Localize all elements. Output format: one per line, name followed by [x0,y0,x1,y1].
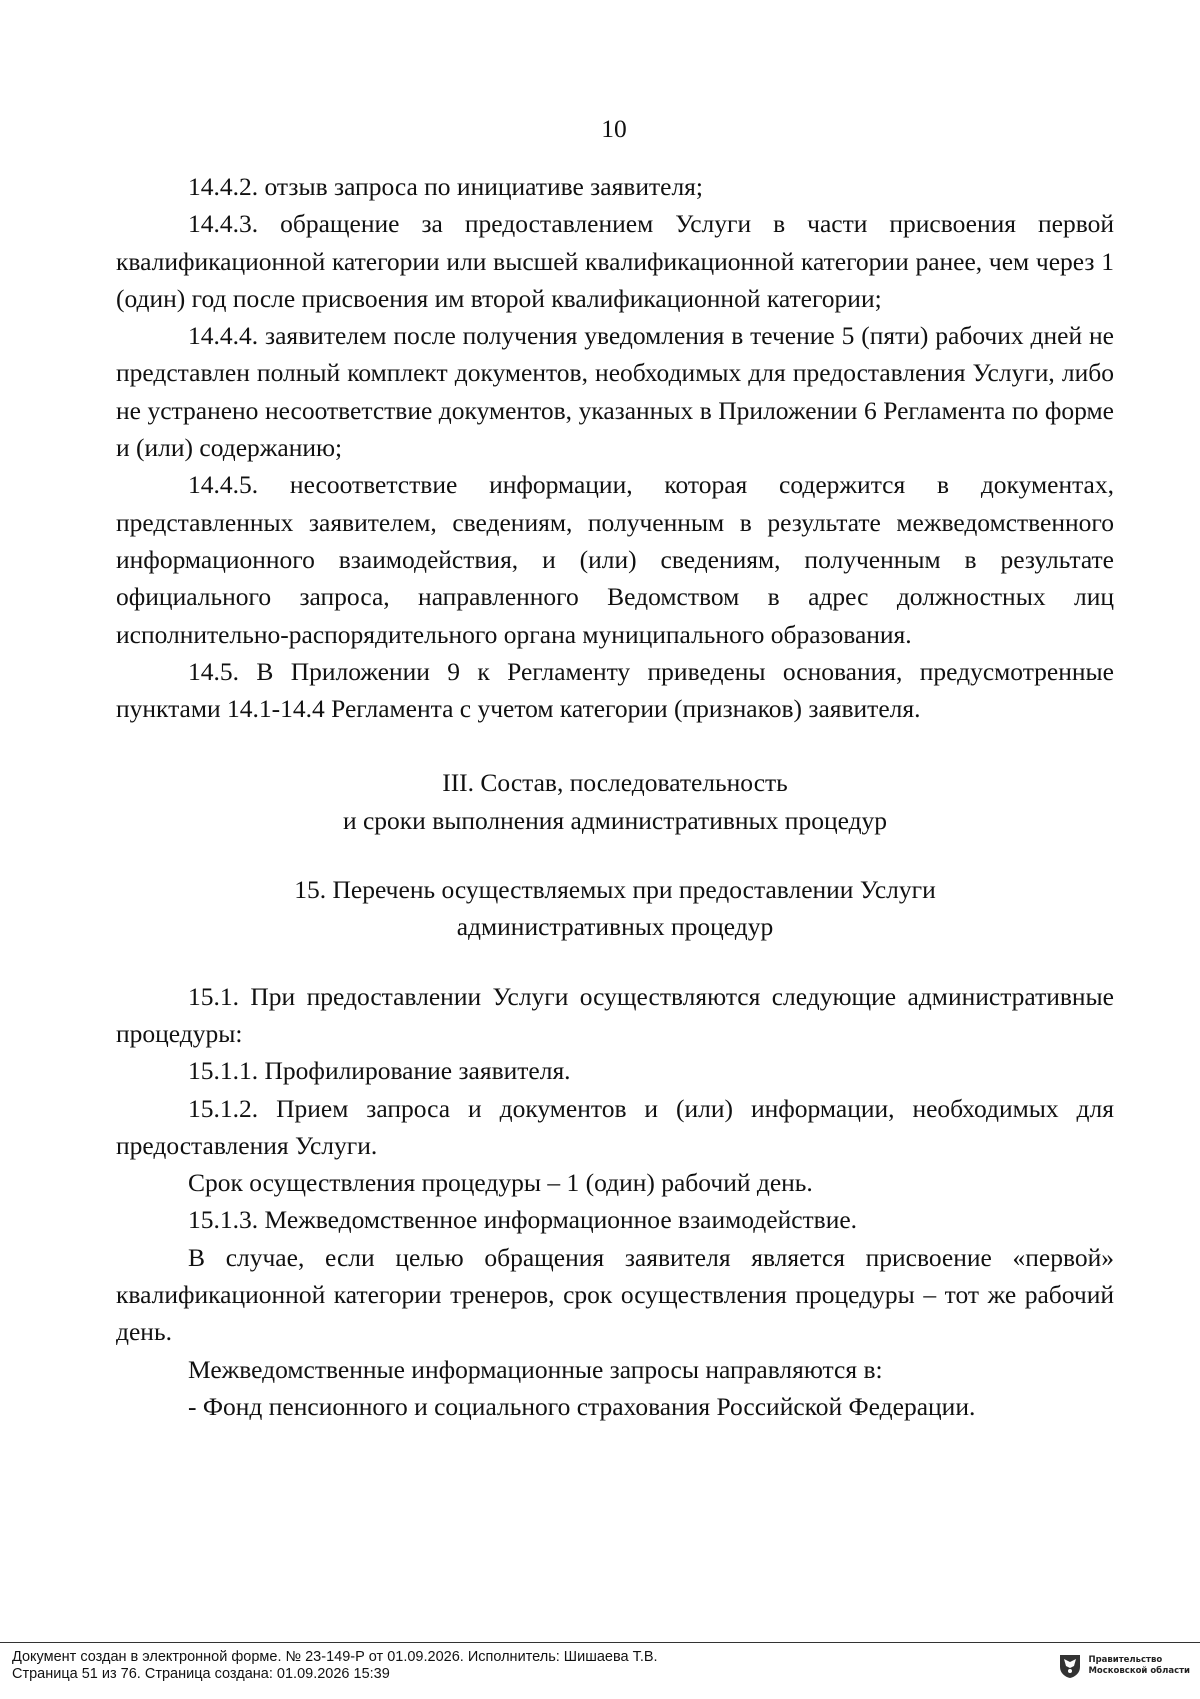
paragraph: В случае, если целью обращения заявителя является присвоение «первой» квалификационной категории тренеров, срок осуществления процедуры – тот же рабочий день. [116,1242,1114,1347]
page-number: 10 [601,114,627,143]
footer-meta [12,1649,658,1683]
paragraph: 14.5. В Приложении 9 к Регламенту приведены основания, предусмотренные пунктами 14.1-14.4 Регламента с учетом категории (признаков) заявителя. [116,656,1114,724]
subsection-heading-line: административных процедур [456,912,774,942]
subsection-heading-line: 15. Перечень осуществляемых при предоставлении Услуги [294,875,936,905]
section-heading-line: III. Состав, последовательность [442,768,788,798]
government-brand [1058,1653,1190,1679]
spacer [116,839,1114,871]
paragraph: 15.1. При предоставлении Услуги осуществляются следующие административные процедуры: [116,981,1114,1048]
footer-line: Документ создан в электронной форме. № 23-149-Р от 01.09.2026. Исполнитель: Шишаева Т.В. [12,1649,658,1665]
document-footer [0,1642,1200,1699]
paragraph: 15.1.3. Межведомственное информационное взаимодействие. [188,1205,858,1235]
paragraph: 15.1.2. Прием запроса и документов и (или) информации, необходимых для предоставления Услуги. [116,1093,1114,1160]
document-body [116,168,1114,1425]
brand-line: Московской области [1088,1666,1190,1676]
footer-line: Страница 51 из 76. Страница создана: 01.09.2026 15:39 [12,1666,390,1682]
brand-text [1088,1655,1190,1677]
section-heading-line: и сроки выполнения административных процедур [342,805,888,835]
spacer [116,727,1114,764]
coat-of-arms-icon [1058,1653,1082,1679]
paragraph: 14.4.5. несоответствие информации, которая содержится в документах, представленных заявителем, сведениям, полученным в результате межведомственного информационного взаимодействия, и (или) сведениям, полученным в результате официального запроса, направленного Ведомством в адрес должностных лиц исполнительно-распорядительного органа муниципального образования. [116,470,1114,649]
paragraph: - Фонд пенсионного и социального страхования Российской Федерации. [188,1391,976,1421]
paragraph: 14.4.2. отзыв запроса по инициативе заявителя; [188,172,703,201]
paragraph: Срок осуществления процедуры – 1 (один) рабочий день. [188,1168,813,1198]
paragraph: 14.4.4. заявителем после получения уведомления в течение 5 (пяти) рабочих дней не представлен полный комплект документов, необходимых для предоставления Услуги, либо не устранено несоответствие документов, указанных в Приложении 6 Регламента по форме и (или) содержанию; [116,321,1114,463]
paragraph: Межведомственные информационные запросы направляются в: [188,1354,883,1384]
spacer [116,946,1114,978]
brand-line: Правительство [1088,1655,1163,1665]
paragraph: 14.4.3. обращение за предоставлением Услуги в части присвоения первой квалификационной категории или высшей квалификационной категории ранее, чем через 1 (один) год после присвоения им второй квалификационной категории; [116,209,1114,313]
paragraph: 15.1.1. Профилирование заявителя. [188,1056,571,1086]
